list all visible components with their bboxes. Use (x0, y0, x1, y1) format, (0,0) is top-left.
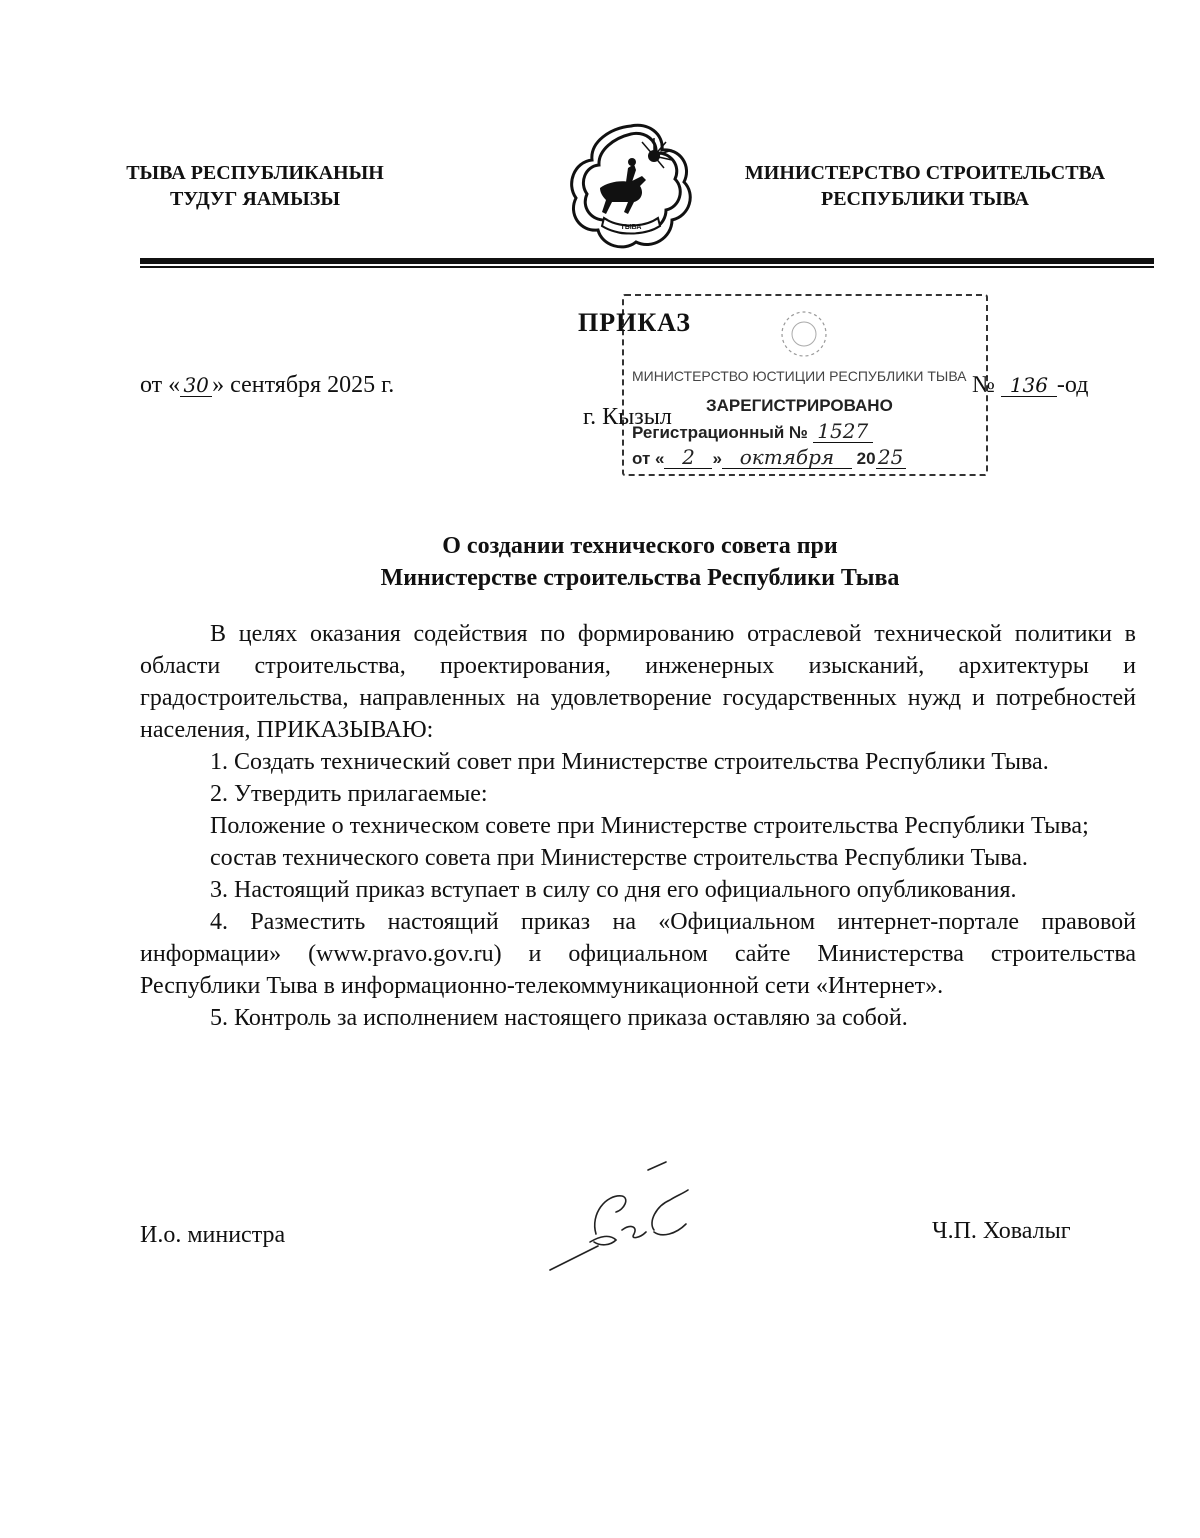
handwritten-signature (530, 1150, 710, 1280)
document-title (140, 530, 1140, 594)
header-left-line2: ТУДУГ ЯАМЫЗЫ (170, 188, 340, 210)
paragraph-item-1: 1. Создать технический совет при Министерстве строительства Республики Тыва. (210, 749, 1049, 775)
stamp-reg-value: 1527 (813, 420, 873, 443)
document-title-line2: Министерстве строительства Республики Тыва (380, 565, 900, 591)
paragraph-item-3: 3. Настоящий приказ вступает в силу со дня его официального опубликования. (210, 877, 1017, 903)
order-date (140, 372, 394, 399)
order-date-suffix: » сентября 2025 г. (212, 372, 395, 398)
stamp-reg-label: Регистрационный № (632, 423, 808, 442)
order-date-prefix: от « (140, 372, 181, 398)
svg-text:ТЫВА: ТЫВА (620, 224, 642, 231)
order-number-suffix: -од (1056, 372, 1089, 398)
stamp-date-prefix: от « (632, 449, 665, 468)
stamp-date-day: 2 (664, 446, 712, 469)
header-divider-thick (140, 258, 1154, 264)
header-divider-thin (140, 266, 1154, 268)
paragraph-item-5: 5. Контроль за исполнением настоящего приказа оставляю за собой. (210, 1005, 908, 1031)
stamp-date-year-prefix: 20 (856, 449, 876, 468)
order-number-prefix: № (972, 372, 995, 398)
stamp-registered: ЗАРЕГИСТРИРОВАНО (706, 396, 893, 415)
stamp-date-month: октября (722, 446, 852, 469)
header-left-org (95, 160, 415, 212)
document-title-line1: О создании технического совета при (442, 533, 838, 559)
paragraph-item-4: 4. Разместить настоящий приказ на «Официальном интернет-портале правовой информации» (www.pravo.gov.ru) и официальном сайте Министерства строительства Республики Тыва в информационно-телекоммуникационной сети «Интернет». (140, 909, 1136, 999)
order-number (972, 372, 1088, 399)
paragraph-item-2-regulation: Положение о техническом совете при Министерстве строительства Республики Тыва; (210, 813, 1089, 839)
header-right-line1: МИНИСТЕРСТВО СТРОИТЕЛЬСТВА (744, 162, 1106, 184)
signatory-position: И.о. министра (140, 1222, 286, 1248)
stamp-date-year: 25 (876, 446, 906, 469)
stamp-date: от « 2 » октября 20 25 (632, 446, 906, 469)
order-city: г. Кызыл (583, 404, 672, 430)
paragraph-item-2: 2. Утвердить прилагаемые: (210, 781, 488, 807)
header-right-org (715, 160, 1135, 212)
stamp-ministry: МИНИСТЕРСТВО ЮСТИЦИИ РЕСПУБЛИКИ ТЫВА (632, 368, 967, 384)
signatory-name: Ч.П. Ховалыг (932, 1218, 1071, 1244)
header-left-line1: ТЫВА РЕСПУБЛИКАНЫН (126, 162, 384, 184)
document-body (140, 618, 1136, 1034)
tuva-coat-of-arms-icon (568, 120, 694, 252)
header-right-line2: РЕСПУБЛИКИ ТЫВА (821, 188, 1029, 210)
order-number-value: 136 (1001, 374, 1057, 397)
order-date-day: 30 (180, 374, 212, 397)
stamp-seal-icon (774, 308, 834, 360)
paragraph-preamble: В целях оказания содействия по формированию отраслевой технической политики в области строительства, проектирования, инженерных изысканий, архитектуры и градостроительства, направленных на удовлетворение государственных нужд и потребностей населения, ПРИКАЗЫВАЮ: (140, 621, 1136, 743)
order-title: ПРИКАЗ (578, 308, 692, 337)
paragraph-item-2-composition: состав технического совета при Министерстве строительства Республики Тыва. (210, 845, 1028, 871)
